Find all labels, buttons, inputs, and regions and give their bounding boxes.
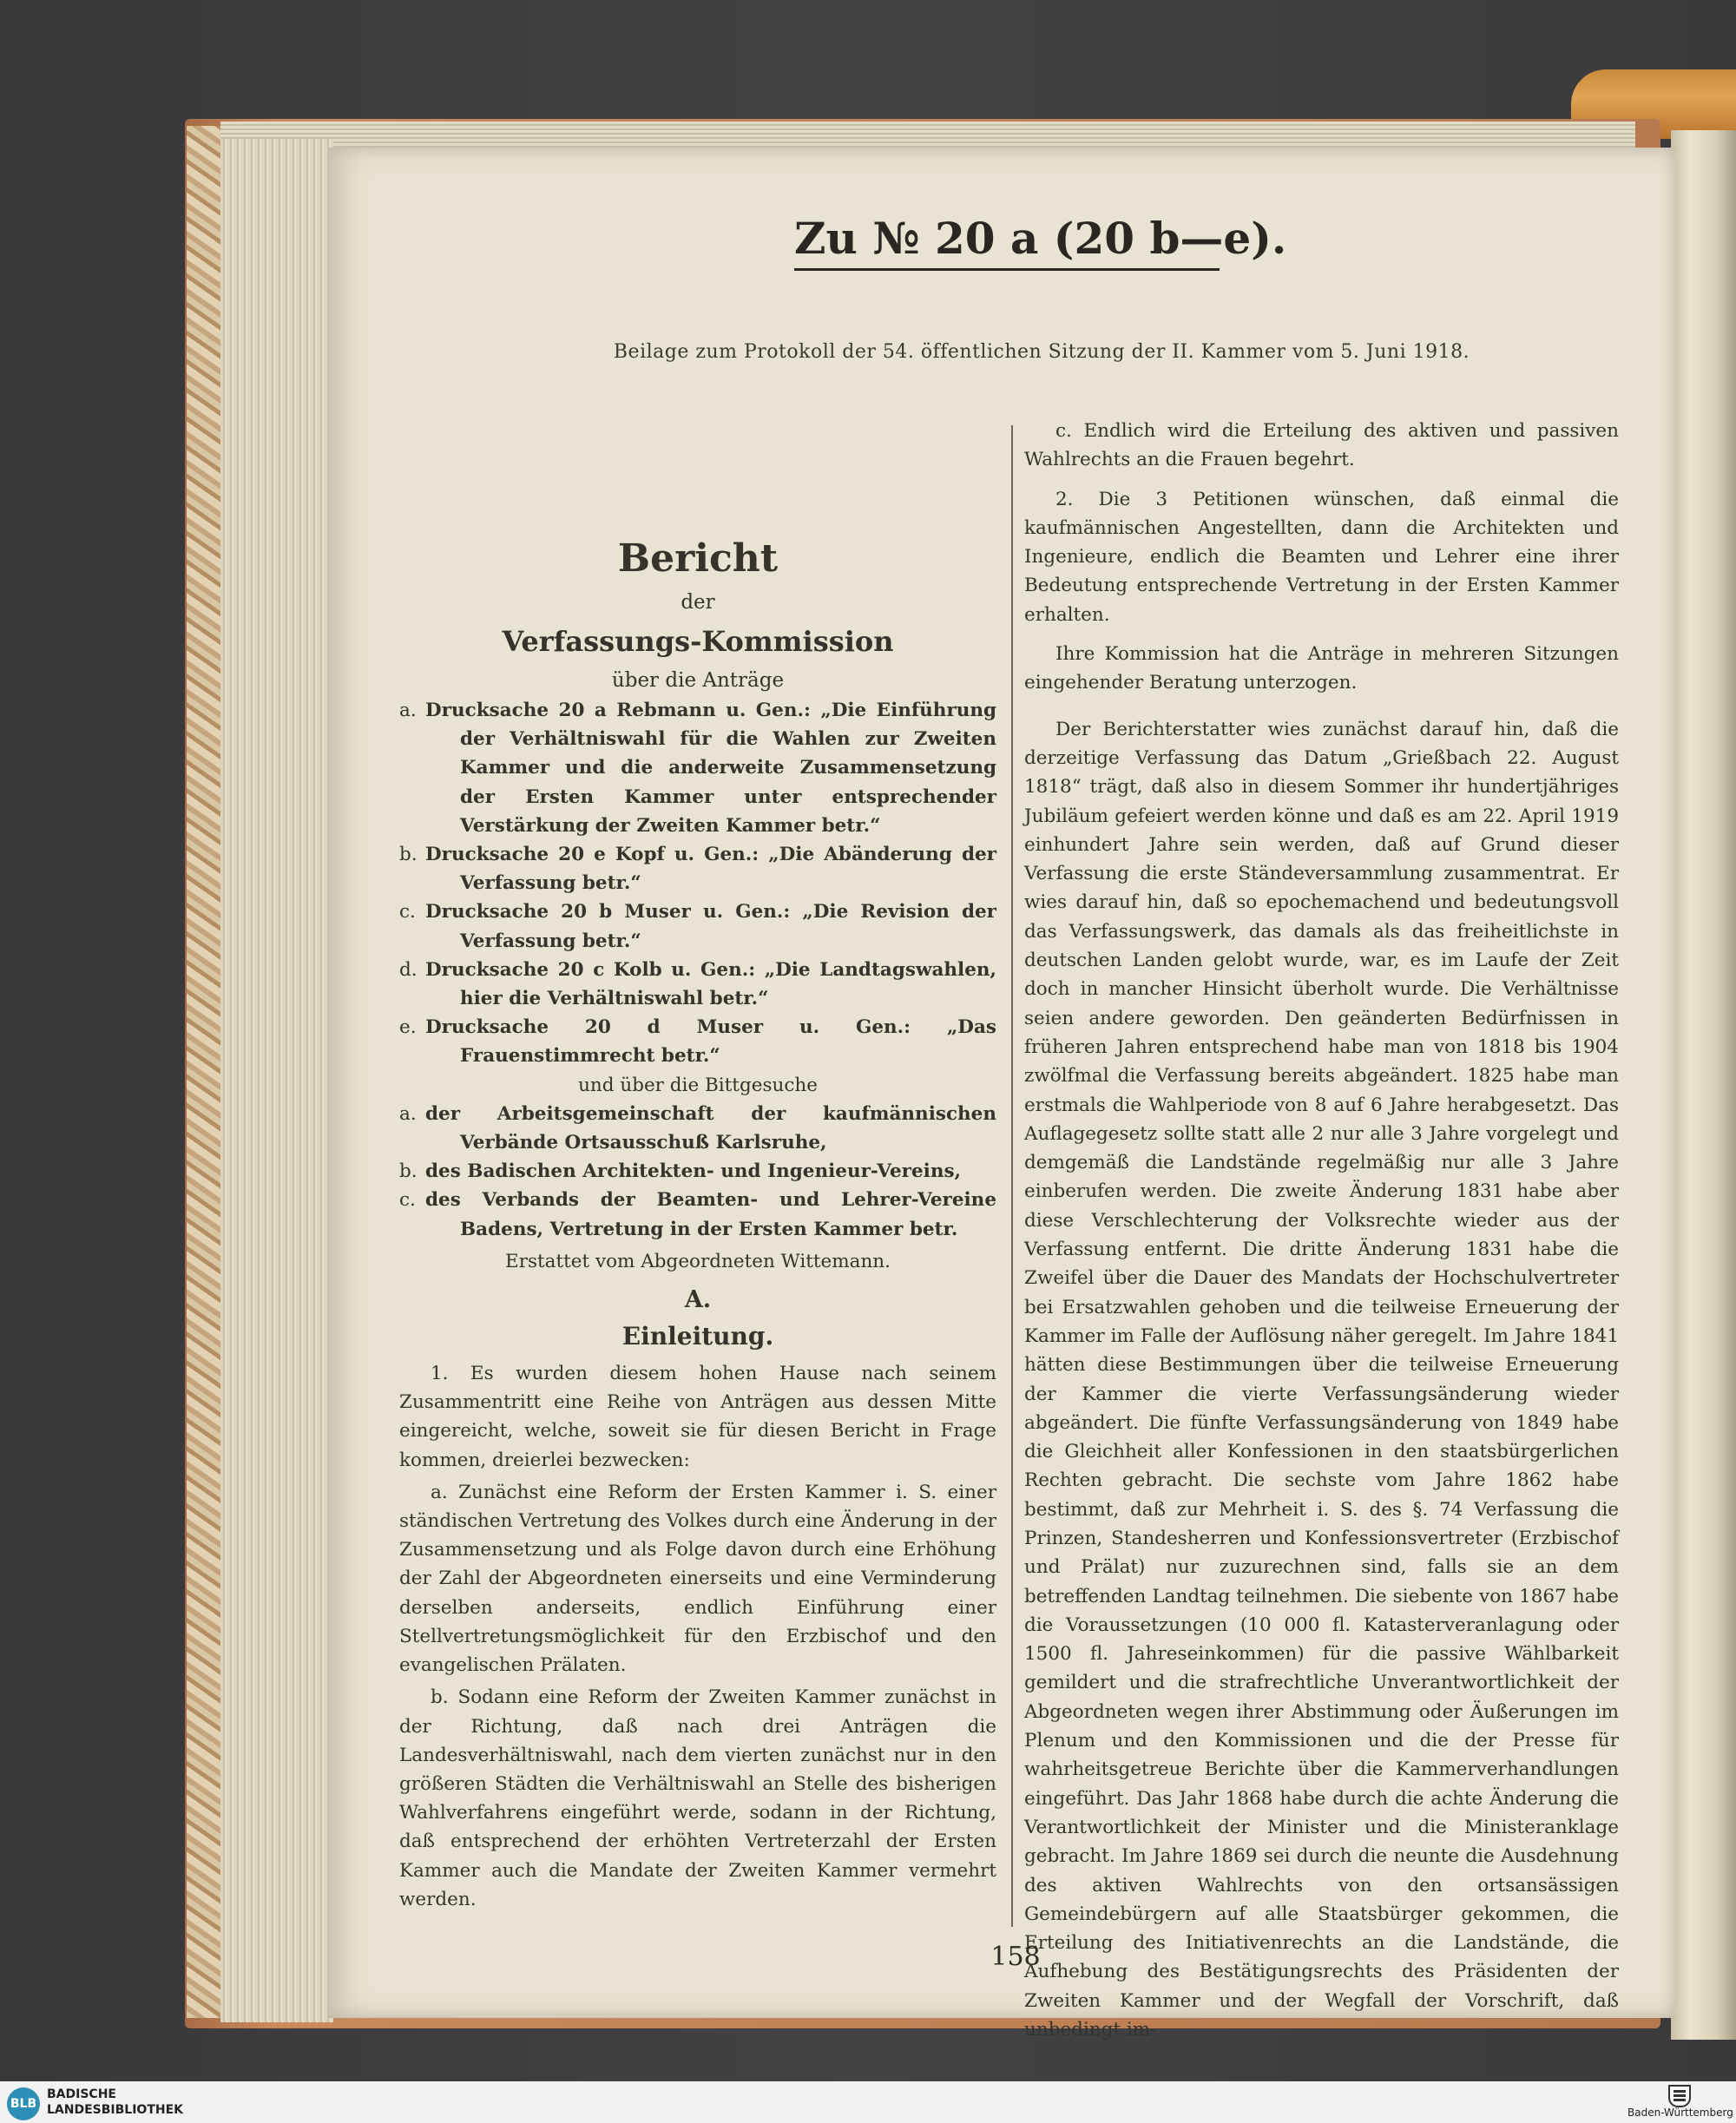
column-divider	[1011, 425, 1013, 1927]
section-letter: A.	[684, 1286, 712, 1314]
supplement-note: Beilage zum Protokoll der 54. öffentlichen Sitzung der II. Kammer vom 5. Juni 1918.	[613, 341, 1470, 363]
body-paragraph: c. Endlich wird die Erteilung des aktiven und passiven Wahlrechts an die Frauen begehrt.	[1024, 420, 1619, 471]
title-underline	[794, 268, 1220, 271]
motions-intro: über die Anträge	[611, 669, 785, 692]
footer-bar	[0, 2081, 1736, 2123]
left-column	[399, 531, 996, 1917]
reporter-line: Erstattet vom Abgeordneten Wittemann.	[505, 1250, 891, 1272]
marbled-cover-edge	[187, 126, 221, 2018]
page-stack-top	[220, 122, 1635, 148]
body-paragraph: a. Zunächst eine Reform der Ersten Kammer i. S. einer ständischen Vertretung des Volkes durch eine Änderung in der Zusammensetzung und als Folge davon durch eine Erhöhung der Zahl der Abgeordneten einerseits und eine Verminderung derselben anderseits, endlich Einführung einer Stellvertretungsmöglichkeit für den Erzbischof und den evangelischen Prälaten.	[399, 1481, 996, 1677]
petition-item: b. des Badischen Architekten- und Ingenieur-Vereins,	[399, 1160, 962, 1183]
library-name: BADISCHE LANDESBIBLIOTHEK	[47, 2087, 184, 2117]
body-paragraph: b. Sodann eine Reform der Zweiten Kammer zunächst in der Richtung, daß nach drei Anträgen die Landesverhältniswahl, nach dem vierten zunächst nur in den größeren Städten die Verhältniswahl an Stelle des bisherigen Wahlverfahrens eingeführt werde, sodann in der Richtung, daß entsprechend der erhöhten Vertreterzahl der Ersten Kammer auch die Mandate der Zweiten Kammer vermehrt werden.	[399, 1686, 996, 1910]
body-paragraph: Ihre Kommission hat die Anträge in mehreren Sitzungen eingehender Beratung unterzogen.	[1024, 643, 1619, 694]
motion-item: a. Drucksache 20 a Rebmann u. Gen.: „Die Einführung der Verhältniswahl für die Wahlen zur Zweiten Kammer und die anderweite Zusammensetzung der Ersten Kammer unter entsprechender Verstärkung der Zweiten Kammer betr.“	[399, 700, 996, 837]
motion-item: c. Drucksache 20 b Muser u. Gen.: „Die Revision der Verfassung betr.“	[399, 901, 996, 952]
page-number: 158	[990, 1942, 1041, 1972]
state-label: Baden-Württemberg	[1628, 2107, 1733, 2119]
right-column	[1024, 417, 1619, 2054]
report-der: der	[681, 591, 715, 614]
motion-item: b. Drucksache 20 e Kopf u. Gen.: „Die Abänderung der Verfassung betr.“	[399, 844, 996, 895]
petitions-intro: und über die Bittgesuche	[578, 1074, 818, 1096]
motion-item: d. Drucksache 20 c Kolb u. Gen.: „Die Landtagswahlen, hier die Verhältniswahl betr.“	[399, 958, 996, 1010]
commission-name: Verfassungs-Kommission	[502, 625, 894, 658]
motion-item: e. Drucksache 20 d Muser u. Gen.: „Das Frauenstimmrecht betr.“	[399, 1016, 996, 1068]
report-title: Bericht	[617, 536, 779, 581]
section-title: Einleitung.	[621, 1322, 774, 1351]
state-crest-icon	[1668, 2085, 1691, 2107]
body-paragraph: 1. Es wurden diesem hohen Hause nach seinem Zusammentritt eine Reihe von Anträgen aus dessen Mitte eingereicht, welche, soweit sie für diesen Bericht in Frage kommen, dreierlei bezwecken:	[399, 1363, 996, 1471]
body-paragraph: 2. Die 3 Petitionen wünschen, daß einmal die kaufmännischen Angestellten, dann die Architekten und Ingenieure, endlich die Beamten und Lehrer eine ihrer Bedeutung entsprechende Vertretung in der Ersten Kammer erhalten.	[1024, 488, 1619, 626]
page-title: Zu № 20 a (20 b—e).	[794, 213, 1287, 264]
petition-item: a. der Arbeitsgemeinschaft der kaufmännischen Verbände Ortsausschuß Karlsruhe,	[399, 1102, 996, 1154]
page-stack-left	[220, 139, 333, 2022]
body-paragraph: Der Berichterstatter wies zunächst darauf hin, daß die derzeitige Verfassung das Datum „Grießbach 22. August 1818“ trägt, daß also in diesem Sommer ihr hundertjähriges Jubiläum gefeiert werden könne und daß es am 22. April 1919 einhundert Jahre sein werden, daß auf Grund dieser Verfassung die erste Ständeversammlung zusammentrat. Er wies darauf hin, daß so epochemachend und bedeutungsvoll das Verfassungswerk, das damals als das freiheitlichste in deutschen Landen gelobt wurde, war, es im Laufe der Zeit doch in mancher Hinsicht überholt wurde. Die Verhältnisse seien andere geworden. Den geänderten Bedürfnissen in früheren Jahren entsprechend habe man von 1818 bis 1904 zwölfmal die Verfassung bereits abgeändert. 1825 habe man erstmals die Wahlperiode von 8 auf 6 Jahre herabgesetzt. Das Auflagegesetz sollte statt alle 2 nur alle 3 Jahre vorgelegt und demgemäß die Landstände regelmäßig nur alle 3 Jahre einberufen werden. Die zweite Änderung 1831 habe aber diese Verschlechterung der Volksrechte wieder aus der Verfassung entfernt. Die dritte Änderung 1831 habe die Zweifel über die Dauer des Mandats der Hochschulvertreter bei Ersatzwahlen gehoben und die teilweise Erneuerung der Kammer im Falle der Auflösung näher geregelt. Im Jahre 1841 hätten diese Bestimmungen über die teilweise Erneuerung der Kammer die vierte Verfassungsänderung wieder abgeändert. Die fünfte Verfassungsänderung von 1849 habe die Gleichheit aller Konfessionen in den staatsbürgerlichen Rechten gebracht. Die sechste vom Jahre 1862 habe bestimmt, daß zur Mehrheit i. S. des §. 74 Verfassung die Prinzen, Standesherren und Konfessionsvertreter (Erzbischof und Prälat) nur zuzurechnen sind, falls sie an dem betreffenden Landtag teilnehmen. Die siebente von 1867 habe die Voraussetzungen (10 000 fl. Katasterveranlagung oder 1500 fl. Jahreseinkommen) für die passive Wählbarkeit gemildert und die strafrechtliche Unverantwortlichkeit der Abgeordneten wegen ihrer Abstimmung oder Äußerungen im Plenum und den Kommissionen und die der Presse für wahrheitsgetreue Berichte über die Kammerverhandlungen eingeführt. Das Jahr 1868 habe durch die achte Änderung die Verantwortlichkeit der Minister und die Ministeranklage gebracht. Im Jahre 1869 sei durch die neunte die Ausdehnung des aktiven Wahlrechts von den ortsansässigen Gemeindebürgern auf alle Staatsbürger gekommen, die Erteilung des Initiativenrechts an die Landstände, die Aufhebung des Bestätigungsrechts des Präsidenten der Zweiten Kammer und der Wegfall der Vorschrift, daß unbedingt im-	[1024, 718, 1619, 2041]
blb-logo-icon[interactable]: BLB	[7, 2087, 40, 2120]
facing-page-edge	[1671, 130, 1736, 2040]
petition-item: c. des Verbands der Beamten- und Lehrer-Vereine Badens, Vertretung in der Ersten Kammer betr.	[399, 1189, 996, 1240]
